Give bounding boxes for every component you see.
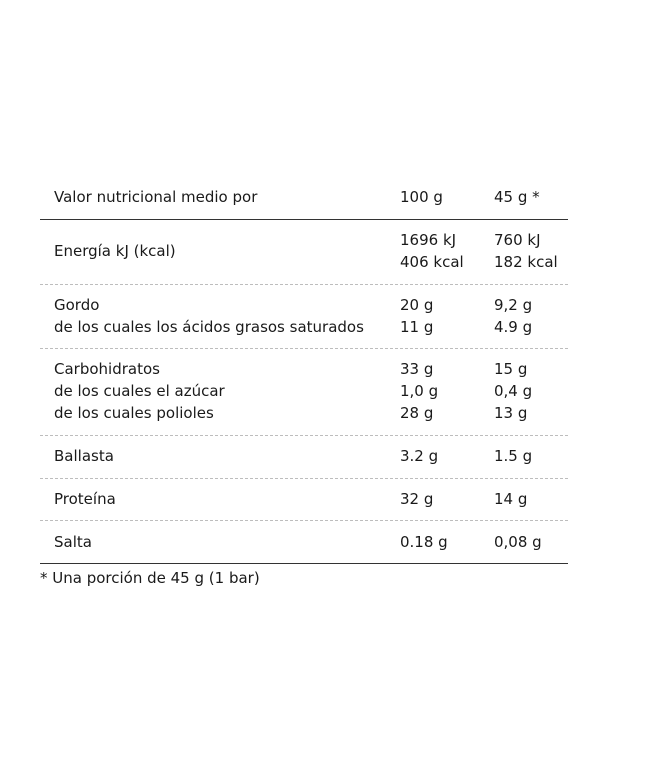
polyols-serving: 13 g xyxy=(494,404,528,422)
energy-serving-kcal: 182 kcal xyxy=(494,253,558,271)
serving-footnote: * Una porción de 45 g (1 bar) xyxy=(40,569,260,587)
table-bottom-rule xyxy=(40,563,568,564)
row-divider xyxy=(40,435,568,436)
energy-100g-kj: 1696 kJ xyxy=(400,231,457,249)
carbs-label: Carbohidratos xyxy=(54,360,160,378)
sugar-label: de los cuales el azúcar xyxy=(54,382,225,400)
table-header xyxy=(40,186,568,220)
fiber-serving: 1.5 g xyxy=(494,447,533,465)
fat-100g: 20 g xyxy=(400,296,434,314)
carbs-serving: 15 g xyxy=(494,360,528,378)
sugar-100g: 1,0 g xyxy=(400,382,439,400)
header-col-100g: 100 g xyxy=(400,188,443,206)
energy-100g-kcal: 406 kcal xyxy=(400,253,464,271)
polyols-label: de los cuales polioles xyxy=(54,404,214,422)
protein-100g: 32 g xyxy=(400,490,434,508)
header-col-serving: 45 g * xyxy=(494,188,540,206)
row-divider xyxy=(40,478,568,479)
header-label: Valor nutricional medio por xyxy=(54,188,258,206)
energy-serving-kj: 760 kJ xyxy=(494,231,541,249)
saturated-fat-100g: 11 g xyxy=(400,318,434,336)
fiber-100g: 3.2 g xyxy=(400,447,439,465)
energy-label: Energía kJ (kcal) xyxy=(54,242,176,260)
carbs-100g: 33 g xyxy=(400,360,434,378)
row-divider xyxy=(40,348,568,349)
sugar-serving: 0,4 g xyxy=(494,382,533,400)
row-divider xyxy=(40,284,568,285)
salt-serving: 0,08 g xyxy=(494,533,542,551)
salt-100g: 0.18 g xyxy=(400,533,448,551)
fat-label: Gordo xyxy=(54,296,100,314)
fat-serving: 9,2 g xyxy=(494,296,533,314)
protein-serving: 14 g xyxy=(494,490,528,508)
saturated-fat-label: de los cuales los ácidos grasos saturados xyxy=(54,318,364,336)
salt-label: Salta xyxy=(54,533,92,551)
polyols-100g: 28 g xyxy=(400,404,434,422)
row-divider xyxy=(40,520,568,521)
protein-label: Proteína xyxy=(54,490,116,508)
fiber-label: Ballasta xyxy=(54,447,114,465)
saturated-fat-serving: 4.9 g xyxy=(494,318,533,336)
